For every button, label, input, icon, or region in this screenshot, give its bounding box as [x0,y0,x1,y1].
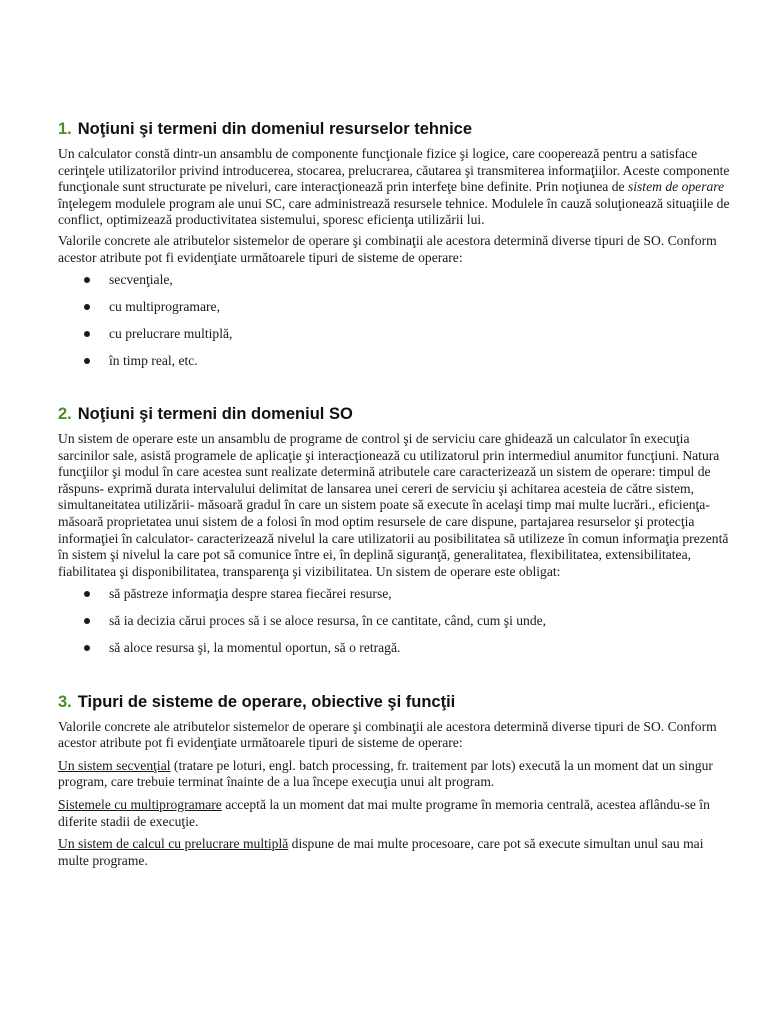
paragraph-text: înţelegem modulele program ale unui SC, care administrează resursele tehnice. Modulele în cauză soluţionează situaţiile de conflict, optimizează productivitatea sistemului, sporesc eficienţa utilizării lui. [58,195,730,228]
section-1-heading [58,118,730,140]
section-2-number: 2. [58,405,72,424]
underlined-term: Sistemele cu multiprogramare [58,796,222,812]
section-3 [58,691,730,870]
underlined-term: Un sistem secvenţial [58,757,171,773]
list-item [58,326,730,343]
bullet-icon [84,304,90,310]
section-3-number: 3. [58,692,72,711]
section-3-paragraph-2 [58,758,730,791]
section-2-paragraph-1: Un sistem de operare este un ansamblu de programe de control şi de serviciu care ghidează un calculator în execuţia sarcinilor sale, asistă programele de aplicaţie şi interacţionează cu utilizatorul prin intermediul anumitor funcţiuni. Natura funcţiilor şi modul în care acestea sunt realizate determină atributele care caracterizează un sistem de operare: timpul de răspuns- exprimă durata intervalului delimitat de lansarea unei cereri de serviciu şi achitarea acesteia de către sistem, simultaneitatea utilizării- măsoară gradul în care un sistem poate să execute în acelaşi timp mai multe lucrări., eficienţa- măsoară proprietatea unui sistem de a folosi în mod optim resursele de care dispune, partajarea resurselor şi protecţia informaţiei în calculator- caracterizează nivelul la care utilizatorii au posibilitatea să utilizeze în comun informaţia prezentă în sistem şi nivelul la care pot să comunice între ei, în deplină siguranţă, generalitatea, flexibilitatea, extensibilitatea, fiabilitatea şi disponibilitatea, transparenţa şi vizibilitatea. Un sistem de operare este obligat: [58,431,729,579]
section-1-paragraph-1 [58,146,730,229]
section-2 [58,403,730,657]
paragraph-text: Un calculator constă dintr-un ansamblu de componente funcţionale fizice şi logice, care cooperează pentru a satisface cerinţele utilizatorilor privind introducerea, stocarea, prelucrarea, căutarea şi transmiterea informaţiilor. Aceste componente funcţionale sunt structurate pe niveluri, care interacţionează prin interfeţe bine definite. Prin noţiunea de [58,146,730,195]
section-1-paragraph-2: Valorile concrete ale atributelor sistemelor de operare şi combinaţii ale acestora determină diverse tipuri de SO. Conform acestor atribute pot fi evidenţiate următoarele tipuri de sisteme de operare: [58,232,717,265]
underlined-term: Un sistem de calcul cu prelucrare multiplă [58,836,289,852]
list-item-text: cu prelucrare multiplă, [109,325,233,341]
section-3-paragraph-1: Valorile concrete ale atributelor sistemelor de operare şi combinaţii ale acestora determină diverse tipuri de SO. Conform acestor atribute pot fi evidenţiate următoarele tipuri de sisteme de operare: [58,718,717,751]
section-1-title: Noţiuni şi termeni din domeniul resurselor tehnice [77,120,473,138]
paragraph-text: (tratare pe loturi, engl. batch processing, fr. traitement par lots) execută la un moment dat un singur program, care trebuie terminat înainte de a lua începe execuţia unui alt program. [58,757,713,790]
list-item [58,640,730,657]
list-item [58,613,730,630]
list-item [58,272,730,289]
list-item-text: să ia decizia cărui proces să i se aloce resursa, în ce cantitate, când, cum şi unde, [109,613,547,629]
list-item-text: secvenţiale, [109,272,173,288]
list-item-text: să aloce resursa şi, la momentul oportun, să o retragă. [109,640,401,655]
bullet-icon [84,618,90,624]
list-item [58,586,730,603]
section-1-bullet-list [58,272,730,369]
bullet-icon [84,331,90,337]
section-1 [58,118,730,369]
list-item [58,353,730,370]
section-1-number: 1. [58,120,72,138]
bullet-icon [84,277,90,283]
paragraph-text: dispune de mai multe procesoare, care pot să execute simultan unul sau mai multe programe. [58,836,704,868]
section-2-bullet-list [58,586,730,656]
bullet-icon [84,358,90,364]
list-item-text: în timp real, etc. [109,352,198,368]
list-item-text: să păstreze informaţia despre starea fiecărei resurse, [109,586,392,602]
section-2-title: Noţiuni şi termeni din domeniul SO [77,405,353,424]
list-item [58,299,730,316]
list-item-text: cu multiprogramare, [109,298,220,314]
section-2-heading [58,403,730,425]
bullet-icon [84,591,90,597]
paragraph-text: acceptă la un moment dat mai multe programe în memoria centrală, acestea aflându-se în diferite stadii de execuţie. [58,796,710,829]
italic-term: sistem de operare [627,179,725,195]
section-3-paragraph-3 [58,797,730,830]
section-3-heading [58,691,730,713]
section-3-paragraph-4 [58,836,730,869]
bullet-icon [84,645,90,651]
section-3-title: Tipuri de sisteme de operare, obiective şi funcţii [77,692,456,711]
